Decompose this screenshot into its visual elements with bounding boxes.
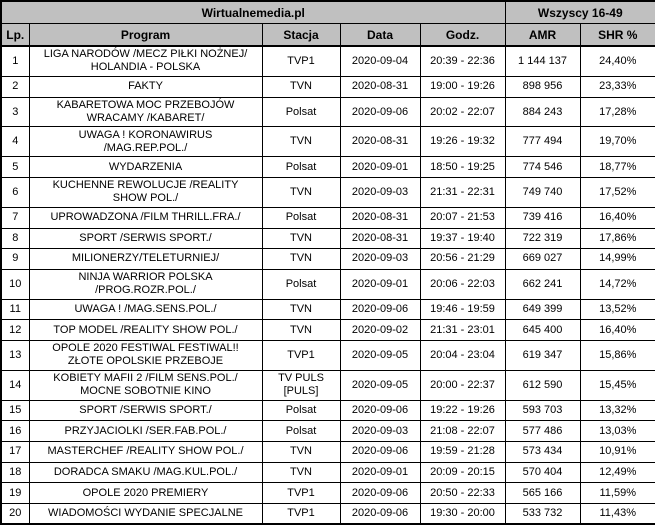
table-row [1,249,655,270]
row-rank: 5 [1,157,29,178]
table-row [1,157,655,178]
row-shr: 23,33% [580,76,655,97]
row-program: KUCHENNE REWOLUCJE /REALITY SHOW POL./ [29,177,262,207]
row-date: 2020-09-06 [340,503,420,524]
table-row [1,340,655,370]
col-header-data: Data [340,24,420,47]
row-program: KABARETOWA MOC PRZEBOJÓW WRACAMY /KABARET/ [29,97,262,127]
row-program: SPORT /SERWIS SPORT./ [29,228,262,249]
row-shr: 12,49% [580,462,655,483]
row-shr: 11,59% [580,483,655,504]
row-rank: 15 [1,400,29,421]
row-program: TOP MODEL /REALITY SHOW POL./ [29,320,262,341]
row-amr: 570 404 [505,462,580,483]
table-row [1,299,655,320]
table-row [1,177,655,207]
row-rank: 3 [1,97,29,127]
row-station: TVN [262,320,340,341]
table-row [1,320,655,341]
table-row [1,462,655,483]
row-date: 2020-09-05 [340,370,420,400]
col-header-godz: Godz. [420,24,505,47]
row-shr: 13,03% [580,421,655,442]
row-amr: 649 399 [505,299,580,320]
row-time: 21:08 - 22:07 [420,421,505,442]
row-time: 20:09 - 20:15 [420,462,505,483]
row-station: TVP1 [262,46,340,76]
row-amr: 565 166 [505,483,580,504]
row-shr: 11,43% [580,503,655,524]
row-station: TVN [262,127,340,157]
table-row [1,46,655,76]
title-row [1,1,655,24]
col-header-shr: SHR % [580,24,655,47]
row-shr: 15,86% [580,340,655,370]
row-rank: 7 [1,207,29,228]
table-row [1,483,655,504]
row-station: TVN [262,441,340,462]
table-row [1,207,655,228]
row-amr: 1 144 137 [505,46,580,76]
row-rank: 6 [1,177,29,207]
row-amr: 722 319 [505,228,580,249]
row-program: MASTERCHEF /REALITY SHOW POL./ [29,441,262,462]
column-header-row [1,24,655,47]
row-date: 2020-09-03 [340,249,420,270]
row-shr: 15,45% [580,370,655,400]
table-row [1,503,655,524]
row-time: 21:31 - 22:31 [420,177,505,207]
row-program: UPROWADZONA /FILM THRILL.FRA./ [29,207,262,228]
col-header-stacja: Stacja [262,24,340,47]
row-program: OPOLE 2020 PREMIERY [29,483,262,504]
ratings-table-body [1,46,655,524]
row-program: OPOLE 2020 FESTIWAL FESTIWAL!! ZŁOTE OPOLSKIE PRZEBOJE [29,340,262,370]
row-time: 20:04 - 23:04 [420,340,505,370]
row-date: 2020-09-01 [340,269,420,299]
row-shr: 18,77% [580,157,655,178]
row-date: 2020-09-06 [340,299,420,320]
row-date: 2020-08-31 [340,207,420,228]
row-program: NINJA WARRIOR POLSKA /PROG.ROZR.POL./ [29,269,262,299]
row-rank: 1 [1,46,29,76]
row-amr: 533 732 [505,503,580,524]
row-program: PRZYJACIOLKI /SER.FAB.POL./ [29,421,262,442]
row-time: 19:59 - 21:28 [420,441,505,462]
row-station: Polsat [262,400,340,421]
row-amr: 777 494 [505,127,580,157]
row-rank: 10 [1,269,29,299]
row-program: FAKTY [29,76,262,97]
row-time: 19:30 - 20:00 [420,503,505,524]
row-station: TVN [262,462,340,483]
col-header-amr: AMR [505,24,580,47]
row-station: TVP1 [262,503,340,524]
row-time: 20:06 - 22:03 [420,269,505,299]
row-amr: 884 243 [505,97,580,127]
table-row [1,127,655,157]
row-time: 19:00 - 19:26 [420,76,505,97]
row-time: 21:31 - 23:01 [420,320,505,341]
row-date: 2020-08-31 [340,228,420,249]
row-shr: 14,72% [580,269,655,299]
row-date: 2020-09-03 [340,177,420,207]
row-time: 18:50 - 19:25 [420,157,505,178]
row-station: TVN [262,177,340,207]
row-date: 2020-09-04 [340,46,420,76]
row-amr: 619 347 [505,340,580,370]
row-station: Polsat [262,97,340,127]
row-shr: 19,70% [580,127,655,157]
row-shr: 17,86% [580,228,655,249]
row-rank: 8 [1,228,29,249]
row-rank: 18 [1,462,29,483]
row-station: TVN [262,228,340,249]
row-rank: 11 [1,299,29,320]
row-time: 20:07 - 21:53 [420,207,505,228]
row-time: 20:02 - 22:07 [420,97,505,127]
table-row [1,421,655,442]
row-rank: 20 [1,503,29,524]
row-station: TVN [262,76,340,97]
row-amr: 774 546 [505,157,580,178]
row-program: WIADOMOŚCI WYDANIE SPECJALNE [29,503,262,524]
row-shr: 16,40% [580,207,655,228]
row-amr: 662 241 [505,269,580,299]
row-program: WYDARZENIA [29,157,262,178]
row-date: 2020-09-02 [340,320,420,341]
row-date: 2020-09-06 [340,483,420,504]
table-row [1,441,655,462]
row-amr: 645 400 [505,320,580,341]
table-row [1,76,655,97]
row-time: 19:37 - 19:40 [420,228,505,249]
row-shr: 14,99% [580,249,655,270]
row-station: TVN [262,299,340,320]
row-shr: 10,91% [580,441,655,462]
row-rank: 19 [1,483,29,504]
row-time: 19:22 - 19:26 [420,400,505,421]
row-station: Polsat [262,157,340,178]
row-program: LIGA NARODÓW /MECZ PIŁKI NOŻNEJ/ HOLANDIA - POLSKA [29,46,262,76]
row-rank: 12 [1,320,29,341]
row-date: 2020-08-31 [340,76,420,97]
table-row [1,370,655,400]
row-program: KOBIETY MAFII 2 /FILM SENS.POL./ MOCNE SOBOTNIE KINO [29,370,262,400]
row-amr: 573 434 [505,441,580,462]
row-station: TVP1 [262,340,340,370]
row-shr: 13,52% [580,299,655,320]
row-shr: 17,28% [580,97,655,127]
row-rank: 13 [1,340,29,370]
row-program: MILIONERZY/TELETURNIEJ/ [29,249,262,270]
table-row [1,400,655,421]
row-shr: 16,40% [580,320,655,341]
row-time: 20:39 - 22:36 [420,46,505,76]
col-header-program: Program [29,24,262,47]
row-station: TVN [262,249,340,270]
audience-group-title: Wszyscy 16-49 [505,1,655,24]
row-rank: 17 [1,441,29,462]
row-time: 20:00 - 22:37 [420,370,505,400]
row-program: UWAGA ! KORONAWIRUS /MAG.REP.POL./ [29,127,262,157]
row-rank: 14 [1,370,29,400]
row-amr: 739 416 [505,207,580,228]
row-date: 2020-09-01 [340,462,420,483]
table-row [1,228,655,249]
row-time: 19:26 - 19:32 [420,127,505,157]
row-date: 2020-09-06 [340,97,420,127]
row-shr: 17,52% [580,177,655,207]
row-date: 2020-09-06 [340,441,420,462]
row-amr: 577 486 [505,421,580,442]
row-amr: 612 590 [505,370,580,400]
row-shr: 13,32% [580,400,655,421]
row-date: 2020-09-01 [340,157,420,178]
row-date: 2020-09-06 [340,400,420,421]
row-date: 2020-08-31 [340,127,420,157]
row-date: 2020-09-03 [340,421,420,442]
row-station: Polsat [262,421,340,442]
row-time: 19:46 - 19:59 [420,299,505,320]
row-station: TV PULS [PULS] [262,370,340,400]
row-amr: 593 703 [505,400,580,421]
table-row [1,97,655,127]
row-amr: 669 027 [505,249,580,270]
row-shr: 24,40% [580,46,655,76]
row-time: 20:56 - 21:29 [420,249,505,270]
row-rank: 2 [1,76,29,97]
row-time: 20:50 - 22:33 [420,483,505,504]
row-rank: 9 [1,249,29,270]
row-rank: 4 [1,127,29,157]
col-header-lp: Lp. [1,24,29,47]
row-program: DORADCA SMAKU /MAG.KUL.POL./ [29,462,262,483]
row-program: UWAGA ! /MAG.SENS.POL./ [29,299,262,320]
row-station: Polsat [262,207,340,228]
row-amr: 749 740 [505,177,580,207]
row-date: 2020-09-05 [340,340,420,370]
source-title: Wirtualnemedia.pl [1,1,505,24]
table-row [1,269,655,299]
row-station: Polsat [262,269,340,299]
row-program: SPORT /SERWIS SPORT./ [29,400,262,421]
row-station: TVP1 [262,483,340,504]
row-amr: 898 956 [505,76,580,97]
row-rank: 16 [1,421,29,442]
